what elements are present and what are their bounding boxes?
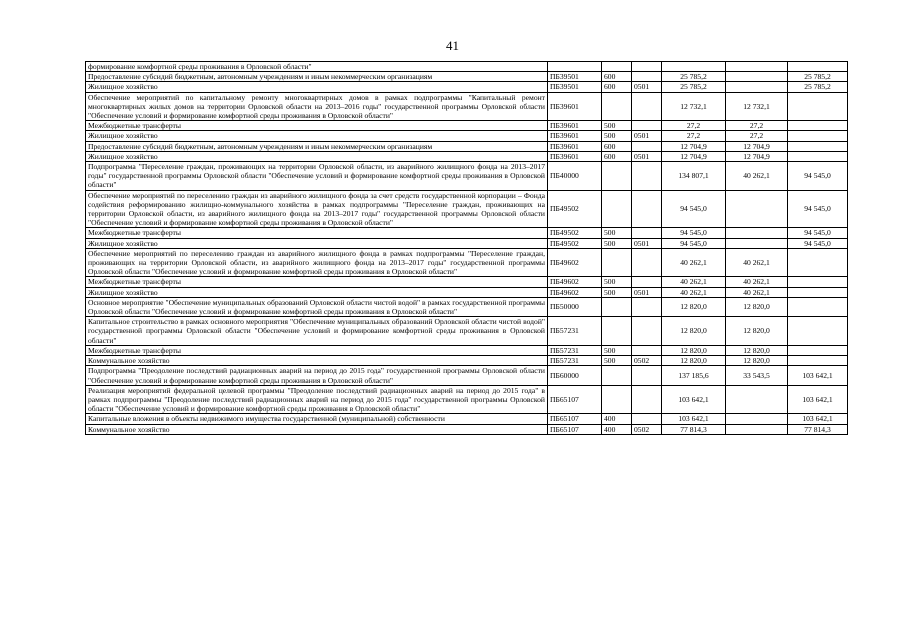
target-code-cell: ПБ49602 <box>548 277 602 287</box>
amount-column-3-cell <box>788 92 848 121</box>
total-amount-cell: 12 820,0 <box>662 345 726 355</box>
total-amount-cell: 103 642,1 <box>662 414 726 424</box>
amount-column-2-cell: 40 262,1 <box>726 248 788 277</box>
amount-column-2-cell: 40 262,1 <box>726 277 788 287</box>
amount-column-2-cell: 12 704,9 <box>726 151 788 161</box>
amount-column-3-cell: 77 814,3 <box>788 424 848 434</box>
expense-type-cell: 500 <box>602 228 632 238</box>
amount-column-2-cell <box>726 385 788 414</box>
budget-table <box>85 61 848 435</box>
table-row <box>86 151 848 161</box>
amount-column-2-cell: 12 732,1 <box>726 92 788 121</box>
total-amount-cell: 27,2 <box>662 131 726 141</box>
section-cell: 0501 <box>632 131 662 141</box>
row-name-cell: Капитальное строительство в рамках основного мероприятия "Обеспечение муниципальных образований Орловской области чистой водой" государственной программы Орловской области "Обеспечение условий и формирование комфортной среды проживания в Орловской области" <box>86 317 548 346</box>
table-row <box>86 424 848 434</box>
section-cell <box>632 228 662 238</box>
amount-column-3-cell <box>788 345 848 355</box>
amount-column-2-cell <box>726 228 788 238</box>
amount-column-2-cell <box>726 414 788 424</box>
target-code-cell: ПБ39601 <box>548 131 602 141</box>
table-body <box>86 62 848 435</box>
section-cell <box>632 414 662 424</box>
amount-column-2-cell: 40 262,1 <box>726 287 788 297</box>
amount-column-2-cell: 12 704,9 <box>726 141 788 151</box>
section-cell <box>632 366 662 385</box>
section-cell <box>632 277 662 287</box>
total-amount-cell: 12 820,0 <box>662 317 726 346</box>
table-row <box>86 92 848 121</box>
section-cell <box>632 345 662 355</box>
expense-type-cell <box>602 62 632 72</box>
amount-column-2-cell: 40 262,1 <box>726 162 788 191</box>
total-amount-cell: 25 785,2 <box>662 82 726 92</box>
amount-column-3-cell: 94 545,0 <box>788 162 848 191</box>
table-row <box>86 366 848 385</box>
target-code-cell: ПБ39501 <box>548 72 602 82</box>
target-code-cell: ПБ57231 <box>548 317 602 346</box>
target-code-cell: ПБ65107 <box>548 385 602 414</box>
amount-column-2-cell <box>726 190 788 228</box>
amount-column-2-cell: 12 820,0 <box>726 345 788 355</box>
amount-column-2-cell <box>726 424 788 434</box>
table-row <box>86 82 848 92</box>
expense-type-cell: 500 <box>602 287 632 297</box>
total-amount-cell <box>662 62 726 72</box>
amount-column-3-cell <box>788 317 848 346</box>
total-amount-cell: 40 262,1 <box>662 277 726 287</box>
section-cell <box>632 385 662 414</box>
section-cell: 0502 <box>632 356 662 366</box>
target-code-cell: ПБ65107 <box>548 424 602 434</box>
expense-type-cell: 500 <box>602 277 632 287</box>
amount-column-2-cell <box>726 72 788 82</box>
section-cell <box>632 317 662 346</box>
section-cell <box>632 72 662 82</box>
table-row <box>86 141 848 151</box>
table-row <box>86 277 848 287</box>
target-code-cell: ПБ39601 <box>548 92 602 121</box>
row-name-cell: Подпрограмма "Преодоление последствий радиационных аварий на период до 2015 года" государственной программы Орловской области "Обеспечение условий и формирование комфортной среды проживания в Орловской области" <box>86 366 548 385</box>
amount-column-3-cell <box>788 287 848 297</box>
amount-column-2-cell: 12 820,0 <box>726 356 788 366</box>
row-name-cell: Межбюджетные трансферты <box>86 121 548 131</box>
amount-column-2-cell <box>726 82 788 92</box>
total-amount-cell: 77 814,3 <box>662 424 726 434</box>
section-cell: 0501 <box>632 151 662 161</box>
expense-type-cell <box>602 162 632 191</box>
row-name-cell: Основное мероприятие "Обеспечение муниципальных образований Орловской области чистой водой" в рамках государственной программы Орловской области "Обеспечение условий и формирование комфортной среды проживания в Орловской области" <box>86 297 548 316</box>
row-name-cell: формирование комфортной среды проживания в Орловской области" <box>86 62 548 72</box>
total-amount-cell: 25 785,2 <box>662 72 726 82</box>
target-code-cell: ПБ65107 <box>548 414 602 424</box>
section-cell <box>632 162 662 191</box>
table-row <box>86 297 848 316</box>
section-cell: 0501 <box>632 82 662 92</box>
expense-type-cell: 400 <box>602 424 632 434</box>
target-code-cell: ПБ60000 <box>548 366 602 385</box>
expense-type-cell: 600 <box>602 72 632 82</box>
target-code-cell <box>548 62 602 72</box>
amount-column-3-cell: 103 642,1 <box>788 366 848 385</box>
table-row <box>86 131 848 141</box>
expense-type-cell <box>602 317 632 346</box>
total-amount-cell: 12 820,0 <box>662 297 726 316</box>
row-name-cell: Межбюджетные трансферты <box>86 345 548 355</box>
row-name-cell: Коммунальное хозяйство <box>86 424 548 434</box>
target-code-cell: ПБ49502 <box>548 190 602 228</box>
row-name-cell: Коммунальное хозяйство <box>86 356 548 366</box>
amount-column-2-cell: 27,2 <box>726 131 788 141</box>
expense-type-cell: 500 <box>602 345 632 355</box>
expense-type-cell: 400 <box>602 414 632 424</box>
table-row <box>86 287 848 297</box>
amount-column-3-cell <box>788 151 848 161</box>
target-code-cell: ПБ49502 <box>548 238 602 248</box>
section-cell <box>632 62 662 72</box>
expense-type-cell <box>602 92 632 121</box>
table-row <box>86 190 848 228</box>
amount-column-3-cell <box>788 141 848 151</box>
expense-type-cell: 600 <box>602 82 632 92</box>
total-amount-cell: 12 732,1 <box>662 92 726 121</box>
table-row <box>86 414 848 424</box>
amount-column-3-cell <box>788 248 848 277</box>
page-number: 41 <box>446 38 459 53</box>
target-code-cell: ПБ57231 <box>548 356 602 366</box>
row-name-cell: Межбюджетные трансферты <box>86 277 548 287</box>
section-cell: 0501 <box>632 238 662 248</box>
total-amount-cell: 94 545,0 <box>662 190 726 228</box>
amount-column-3-cell: 94 545,0 <box>788 238 848 248</box>
table-row <box>86 62 848 72</box>
target-code-cell: ПБ49602 <box>548 287 602 297</box>
amount-column-3-cell <box>788 131 848 141</box>
amount-column-2-cell: 12 820,0 <box>726 317 788 346</box>
amount-column-3-cell: 94 545,0 <box>788 190 848 228</box>
row-name-cell: Подпрограмма "Переселение граждан, проживающих на территории Орловской области, из аварийного жилищного фонда на 2013–2017 годы" государственной программы Орловской области "Обеспечение условий и формирование комфортной среды проживания в Орловской области" <box>86 162 548 191</box>
row-name-cell: Предоставление субсидий бюджетным, автономным учреждениям и иным некоммерческим организациям <box>86 72 548 82</box>
amount-column-3-cell: 25 785,2 <box>788 72 848 82</box>
target-code-cell: ПБ49502 <box>548 228 602 238</box>
target-code-cell: ПБ57231 <box>548 345 602 355</box>
section-cell <box>632 141 662 151</box>
table-row <box>86 345 848 355</box>
row-name-cell: Обеспечение мероприятий по переселению граждан из аварийного жилищного фонда за счет средств государственной корпорации – Фонда содействия реформированию жилищно-коммунального хозяйства в рамках подпрограммы "Переселение граждан, проживающих на территории Орловской области, из аварийного жилищного фонда на 2013–2017 годы" государственной программы Орловской области "Обеспечение условий и формирование комфортной среды проживания в Орловской области" <box>86 190 548 228</box>
amount-column-2-cell: 27,2 <box>726 121 788 131</box>
amount-column-2-cell <box>726 62 788 72</box>
section-cell <box>632 297 662 316</box>
table-row <box>86 72 848 82</box>
amount-column-2-cell: 33 543,5 <box>726 366 788 385</box>
target-code-cell: ПБ39501 <box>548 82 602 92</box>
row-name-cell: Предоставление субсидий бюджетным, автономным учреждениям и иным некоммерческим организациям <box>86 141 548 151</box>
total-amount-cell: 40 262,1 <box>662 248 726 277</box>
expense-type-cell: 600 <box>602 141 632 151</box>
section-cell <box>632 190 662 228</box>
row-name-cell: Жилищное хозяйство <box>86 238 548 248</box>
expense-type-cell <box>602 190 632 228</box>
total-amount-cell: 12 820,0 <box>662 356 726 366</box>
target-code-cell: ПБ49602 <box>548 248 602 277</box>
section-cell: 0501 <box>632 287 662 297</box>
table-row <box>86 238 848 248</box>
total-amount-cell: 12 704,9 <box>662 141 726 151</box>
table-row <box>86 356 848 366</box>
row-name-cell: Жилищное хозяйство <box>86 131 548 141</box>
table-row <box>86 162 848 191</box>
table-row <box>86 317 848 346</box>
total-amount-cell: 103 642,1 <box>662 385 726 414</box>
row-name-cell: Капитальные вложения в объекты недвижимого имущества государственной (муниципальной) собственности <box>86 414 548 424</box>
amount-column-3-cell: 25 785,2 <box>788 82 848 92</box>
row-name-cell: Обеспечение мероприятий по переселению граждан из аварийного жилищного фонда в рамках подпрограммы "Переселение граждан, проживающих на территории Орловской области, из аварийного жилищного фонда на 2013–2017 годы" государственной программы Орловской области "Обеспечение условий и формирование комфортной среды проживания в Орловской области" <box>86 248 548 277</box>
total-amount-cell: 40 262,1 <box>662 287 726 297</box>
amount-column-2-cell: 12 820,0 <box>726 297 788 316</box>
table-row <box>86 248 848 277</box>
total-amount-cell: 94 545,0 <box>662 228 726 238</box>
amount-column-3-cell: 94 545,0 <box>788 228 848 238</box>
expense-type-cell: 500 <box>602 356 632 366</box>
expense-type-cell: 500 <box>602 131 632 141</box>
amount-column-3-cell <box>788 277 848 287</box>
row-name-cell: Межбюджетные трансферты <box>86 228 548 238</box>
amount-column-3-cell <box>788 121 848 131</box>
target-code-cell: ПБ50000 <box>548 297 602 316</box>
amount-column-3-cell <box>788 356 848 366</box>
target-code-cell: ПБ39601 <box>548 121 602 131</box>
total-amount-cell: 134 807,1 <box>662 162 726 191</box>
section-cell: 0502 <box>632 424 662 434</box>
target-code-cell: ПБ39601 <box>548 141 602 151</box>
target-code-cell: ПБ40000 <box>548 162 602 191</box>
section-cell <box>632 248 662 277</box>
expense-type-cell: 600 <box>602 151 632 161</box>
row-name-cell: Жилищное хозяйство <box>86 151 548 161</box>
table-row <box>86 121 848 131</box>
table-row <box>86 385 848 414</box>
expense-type-cell <box>602 248 632 277</box>
row-name-cell: Жилищное хозяйство <box>86 287 548 297</box>
section-cell <box>632 92 662 121</box>
total-amount-cell: 137 185,6 <box>662 366 726 385</box>
total-amount-cell: 12 704,9 <box>662 151 726 161</box>
amount-column-3-cell <box>788 297 848 316</box>
expense-type-cell <box>602 297 632 316</box>
row-name-cell: Жилищное хозяйство <box>86 82 548 92</box>
row-name-cell: Реализация мероприятий федеральной целевой программы "Преодоление последствий радиационных аварий на период до 2015 года" в рамках подпрограммы "Преодоление последствий радиационных аварий на период до 2015 года" государственной программы Орловской области "Обеспечение условий и формирование комфортной среды проживания в Орловской области" <box>86 385 548 414</box>
total-amount-cell: 94 545,0 <box>662 238 726 248</box>
expense-type-cell <box>602 385 632 414</box>
amount-column-3-cell <box>788 62 848 72</box>
table-row <box>86 228 848 238</box>
expense-type-cell: 500 <box>602 121 632 131</box>
amount-column-2-cell <box>726 238 788 248</box>
amount-column-3-cell: 103 642,1 <box>788 385 848 414</box>
section-cell <box>632 121 662 131</box>
expense-type-cell <box>602 366 632 385</box>
total-amount-cell: 27,2 <box>662 121 726 131</box>
amount-column-3-cell: 103 642,1 <box>788 414 848 424</box>
expense-type-cell: 500 <box>602 238 632 248</box>
target-code-cell: ПБ39601 <box>548 151 602 161</box>
row-name-cell: Обеспечение мероприятий по капитальному ремонту многоквартирных домов в рамках подпрограммы "Капитальный ремонт многоквартирных жилых домов на территории Орловской области на 2013–2016 годы" государственной программы Орловской области "Обеспечение условий и формирование комфортной среды проживания в Орловской области" <box>86 92 548 121</box>
